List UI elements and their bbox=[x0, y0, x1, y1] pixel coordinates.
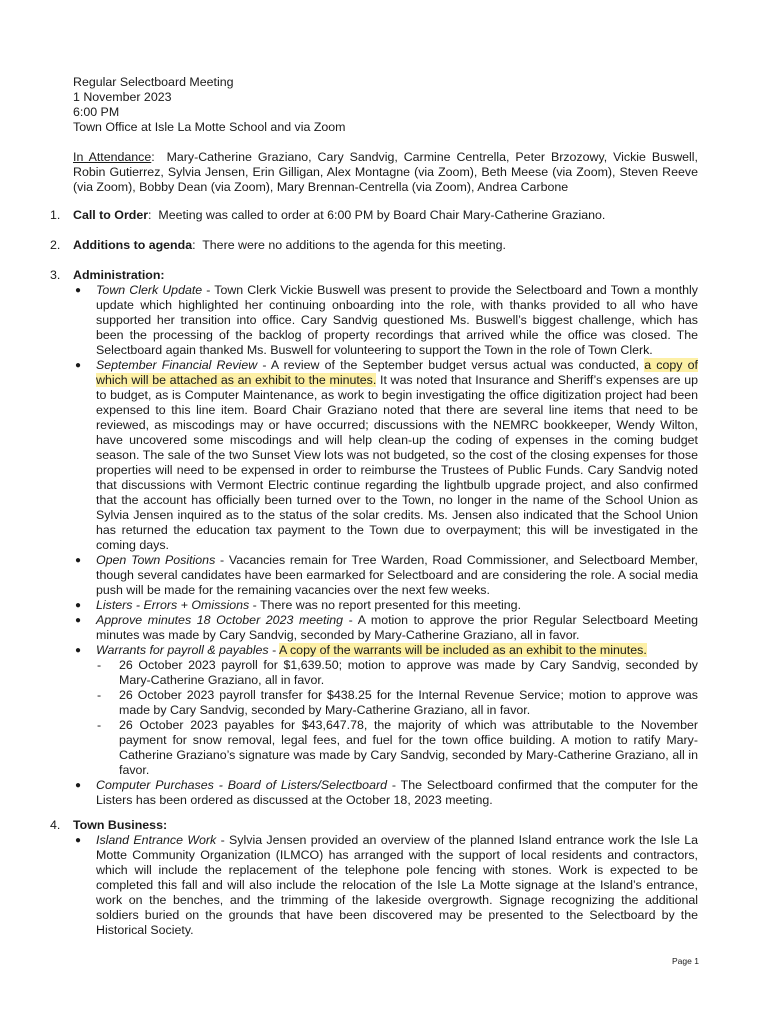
item-text: - The Selectboard confirmed that the computer for the Listers has been ordered as discussed at the October 18, 2023 meeting. bbox=[96, 778, 698, 807]
item-text: - A review of the September budget versus actual was conducted, bbox=[257, 358, 645, 372]
section-title: Call to Order bbox=[73, 208, 149, 222]
item-september-financial-review bbox=[73, 358, 698, 553]
bullet-icon: ● bbox=[75, 285, 82, 296]
bullet-icon: ● bbox=[75, 835, 82, 846]
dash-marker: - bbox=[97, 688, 102, 702]
item-title: Open Town Positions bbox=[96, 553, 216, 567]
meeting-location: Town Office at Isle La Motte School and via Zoom bbox=[73, 120, 346, 134]
item-open-town-positions bbox=[73, 553, 698, 598]
section-town-business bbox=[50, 818, 698, 938]
attendance bbox=[73, 150, 698, 195]
section-title: Town Business: bbox=[73, 818, 168, 832]
meeting-header bbox=[73, 75, 346, 135]
attendance-names: Mary-Catherine Graziano, Cary Sandvig, Carmine Centrella, Peter Brzozowy, Vickie Buswell, Robin Gutierrez, Sylvia Jensen, Erin Gilligan, Alex Montagne (via Zoom), Beth Meese (via Zoom), Steven Reeve (via Zoom), Bobby Dean (via Zoom), Mary Brennan-Centrella (via Zoom), Andrea Carbone bbox=[73, 150, 698, 194]
bullet-icon: ● bbox=[75, 645, 82, 656]
item-title: Island Entrance Work bbox=[96, 833, 217, 847]
sub-item-payables bbox=[96, 718, 698, 778]
dash-marker: - bbox=[97, 718, 102, 732]
sub-item-text: 26 October 2023 payables for $43,647.78, the majority of which was attributable to the November payment for snow removal, legal fees, and fuel for the town office building. A motion to ratify Mary-Catherine Graziano’s signature was made by Cary Sandvig, seconded by Mary-Catherine Graziano, all in favor. bbox=[119, 718, 698, 777]
item-title: Listers - Errors + Omissions bbox=[96, 598, 250, 612]
section-number: 4. bbox=[50, 818, 61, 832]
section-title: Administration: bbox=[73, 268, 165, 282]
section-number: 3. bbox=[50, 268, 61, 282]
attendance-sep: : bbox=[151, 150, 155, 164]
dash-marker: - bbox=[97, 658, 102, 672]
sub-item-text: 26 October 2023 payroll transfer for $438.25 for the Internal Revenue Service; motion to approve was made by Cary Sandvig, seconded by Mary-Catherine Graziano, all in favor. bbox=[119, 688, 698, 717]
item-text-cont: It was noted that Insurance and Sheriff’s expenses are up to budget, as is Computer Maintenance, as work to begin investigating the office digitization project had been expensed to this line item. Board Chair Graziano noted that there are several line items that need to be reviewed, as miscodings may or have occurred; discussions with the NEMRC bookkeeper, Wendy Wilton, have uncovered some miscodings and will help clean-up the coding of expenses in the coming budget season. The sale of the two Sunset View lots was not budgeted, so the cost of the closing expenses for those properties will need to be expensed in order to reimburse the Trustees of Public Funds. Cary Sandvig noted that discussions with Vermont Electric continue regarding the lightbulb upgrade project, and also confirmed that the account has officially been turned over to the Town, no longer in the name of the School Union as Sylvia Jensen inquired as to the status of the solar credits. Ms. Jensen also indicated that the School Union has returned the education tax payment to the Town due to overpayment; this will be investigated in the coming days. bbox=[96, 373, 698, 552]
item-island-entrance-work bbox=[73, 833, 698, 938]
item-listers-errors bbox=[73, 598, 698, 613]
section-additions bbox=[50, 238, 698, 253]
bullet-icon: ● bbox=[75, 780, 82, 791]
meeting-time: 6:00 PM bbox=[73, 105, 120, 119]
item-title: Warrants for payroll & payables bbox=[96, 643, 269, 657]
section-call-to-order bbox=[50, 208, 698, 223]
item-text: - Town Clerk Vickie Buswell was present to provide the Selectboard and Town a monthly update which highlighted her continuing onboarding into the role, with thanks provided to all who have supported her transition into office. Cary Sandvig questioned Ms. Buswell’s biggest challenge, which has been the processing of the backlog of property recordings that arrived while the office was closed. The Selectboard again thanked Ms. Buswell for volunteering to support the Town in the role of Town Clerk. bbox=[96, 283, 698, 357]
item-text: - Sylvia Jensen provided an overview of the planned Island entrance work the Isle La Motte Community Organization (ILMCO) has arranged with the support of local residents and contractors, which will include the replacement of the telephone pole fencing with stones. Work is expected to be completed this fall and will also include the relocation of the Isle La Motte signage at the Island’s entrance, work on the benches, and the trimming of the lakeside overgrowth. Signage recognizing the additional soldiers buried on the grounds that have been discovered may be presented to the Selectboard by the Historical Society. bbox=[96, 833, 698, 937]
item-text: - A motion to approve the prior Regular Selectboard Meeting minutes was made by Cary Sandvig, seconded by Mary-Catherine Graziano, all in favor. bbox=[96, 613, 698, 642]
bullet-icon: ● bbox=[75, 615, 82, 626]
attendance-label: In Attendance bbox=[73, 150, 152, 164]
page-number: Page 1 bbox=[672, 956, 699, 966]
warrant-sub-items bbox=[96, 658, 698, 778]
item-title: Computer Purchases - Board of Listers/Selectboard bbox=[96, 778, 387, 792]
item-town-clerk-update bbox=[73, 283, 698, 358]
item-warrants bbox=[73, 643, 698, 778]
item-text: - Vacancies remain for Tree Warden, Road Commissioner, and Selectboard Member, though several candidates have been earmarked for Selectboard and are considering the role. A social media push will be made for the remaining vacancies over the next few weeks. bbox=[96, 553, 698, 597]
item-computer-purchases bbox=[73, 778, 698, 808]
bullet-icon: ● bbox=[75, 600, 82, 611]
item-approve-minutes bbox=[73, 613, 698, 643]
sub-item-text: 26 October 2023 payroll for $1,639.50; motion to approve was made by Cary Sandvig, seconded by Mary-Catherine Graziano, all in favor. bbox=[119, 658, 698, 687]
section-text: Meeting was called to order at 6:00 PM by Board Chair Mary-Catherine Graziano. bbox=[158, 208, 606, 222]
section-number: 1. bbox=[50, 208, 61, 222]
item-title: Approve minutes 18 October 2023 meeting bbox=[96, 613, 344, 627]
section-title-sep: : bbox=[148, 208, 152, 222]
section-title: Additions to agenda bbox=[73, 238, 193, 252]
highlighted-text: A copy of the warrants will be included as an exhibit to the minutes. bbox=[278, 643, 647, 657]
sub-item-payroll-transfer bbox=[96, 688, 698, 718]
section-text: There were no additions to the agenda for this meeting. bbox=[202, 238, 506, 252]
highlighted-text: a copy of which will be attached as an exhibit to the minutes. bbox=[96, 358, 698, 387]
bullet-icon: ● bbox=[75, 555, 82, 566]
sub-item-payroll bbox=[96, 658, 698, 688]
item-text: - There was no report presented for this meeting. bbox=[249, 598, 522, 612]
meeting-date: 1 November 2023 bbox=[73, 90, 172, 104]
section-number: 2. bbox=[50, 238, 61, 252]
town-business-items bbox=[73, 833, 698, 938]
administration-items bbox=[73, 283, 698, 808]
meeting-title: Regular Selectboard Meeting bbox=[73, 75, 234, 89]
section-administration bbox=[50, 268, 698, 808]
item-title: Town Clerk Update bbox=[96, 283, 203, 297]
section-title-sep: : bbox=[192, 238, 196, 252]
item-title: September Financial Review bbox=[96, 358, 258, 372]
item-text: - bbox=[268, 643, 279, 657]
bullet-icon: ● bbox=[75, 360, 82, 371]
